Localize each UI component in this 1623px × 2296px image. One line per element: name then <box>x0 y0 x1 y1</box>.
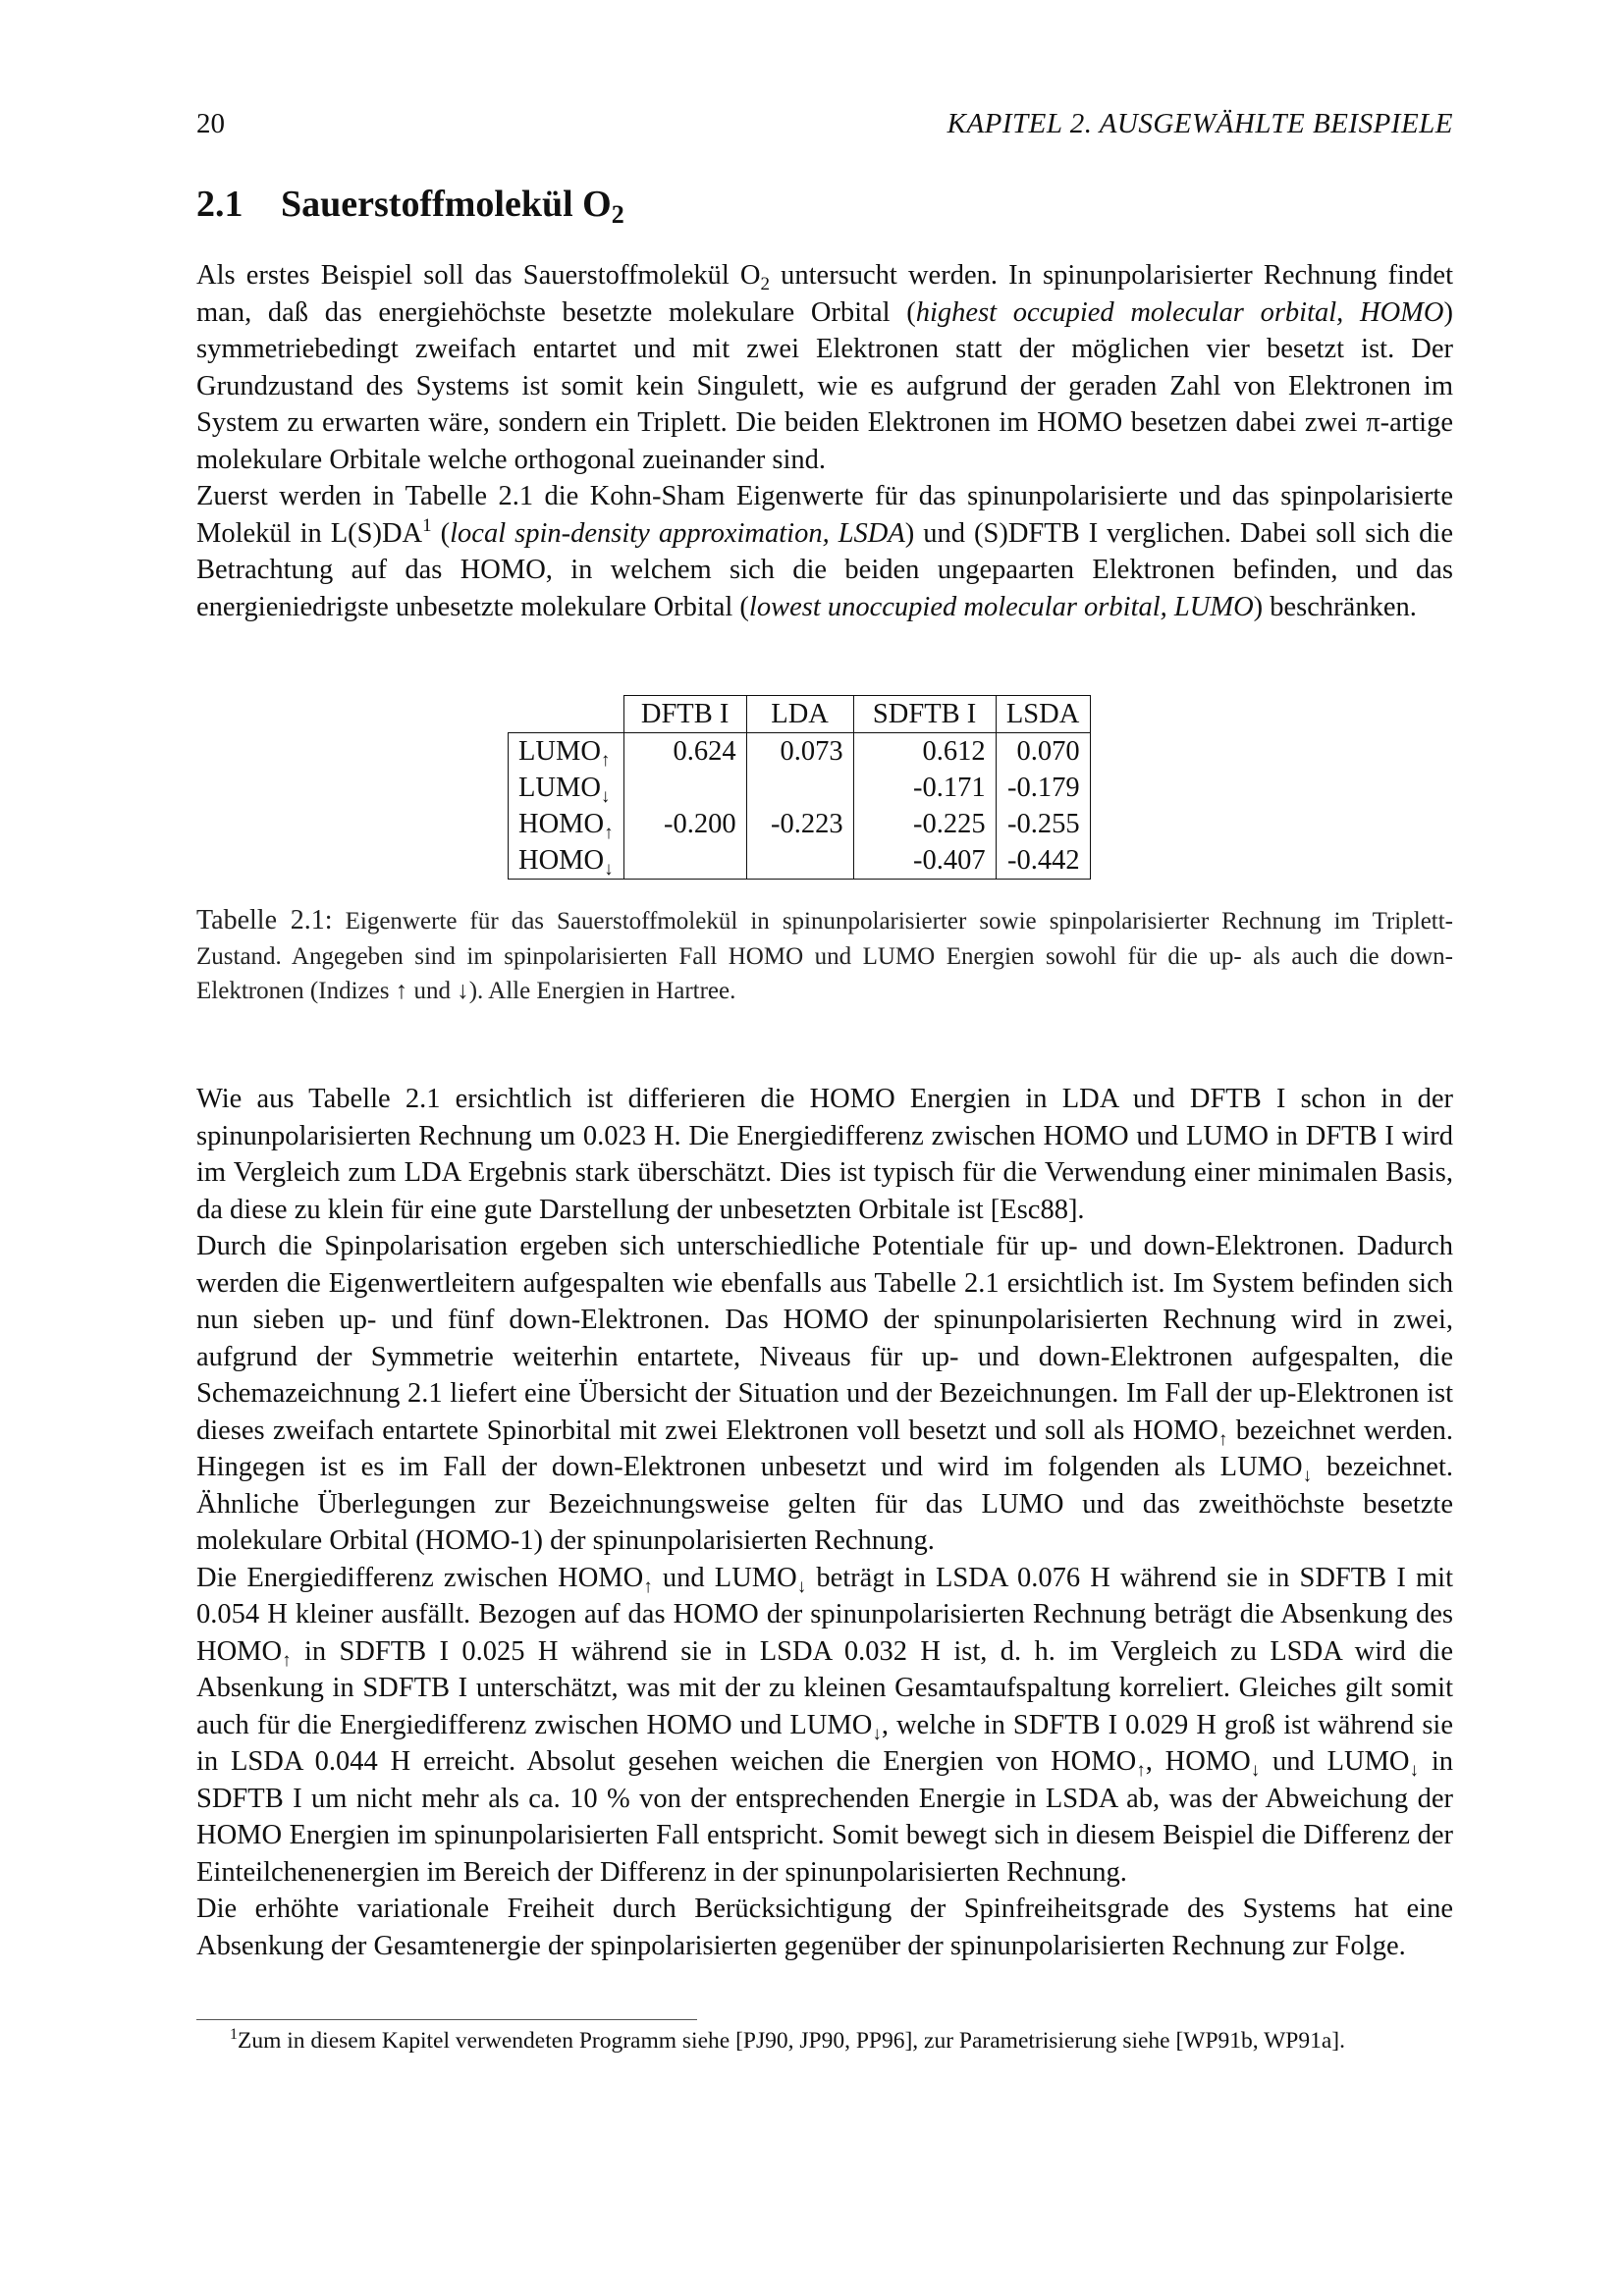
table-cell <box>623 842 746 880</box>
paragraph-2 <box>196 478 1453 625</box>
table-header-cell: SDFTB I <box>853 696 996 733</box>
table-row <box>509 770 1091 806</box>
spin-subscript: ↓ <box>872 1723 882 1744</box>
section-title: Sauerstoffmolekül O <box>281 184 612 225</box>
paragraph-5-text: in SDFTB I um nicht mehr als ca. 10 % von der entsprechenden Energie in LSDA ab, was der Abweichung der HOMO Energien im spinunpolarisierten Fall entspricht. Somit bewegt sich in diesem Beispiel die Differenz der Einteilchenenergien im Bereich der Differenz in der spinunpolarisierten Rechnung. <box>196 1746 1453 1888</box>
discussion-text-block <box>196 1081 1453 1964</box>
row-label: $HOMO_↓$ <box>509 842 624 880</box>
table-cell: 0.073 <box>746 733 853 771</box>
table-cell: -0.255 <box>996 806 1090 842</box>
paragraph-5-text: , HOMO <box>1145 1746 1251 1777</box>
table-cell: -0.200 <box>623 806 746 842</box>
row-label: $LUMO_↓$ <box>509 770 624 806</box>
spin-subscript: ↓ <box>1409 1760 1420 1781</box>
table-row <box>509 806 1091 842</box>
table-header-cell: LDA <box>746 696 853 733</box>
footnote-reference[interactable]: 1 <box>422 514 432 536</box>
table-header-cell: DFTB I <box>623 696 746 733</box>
paragraph-5-text: , welche in SDFTB I 0.029 H groß ist während sie in LSDA 0.044 H erreicht. Absolut gesehen weichen die Energien von HOMO <box>196 1709 1453 1777</box>
caption-text: Eigenwerte für das Sauerstoffmolekül in spinunpolarisierter sowie spinpolarisierter Rechnung im Triplett-Zustand. Angegeben sind im spinpolarisierten Fall HOMO und LUMO Energien sowohl für die up- als auch die down-Elektronen (Indizes ↑ und ↓). Alle Energien in Hartree. <box>196 908 1454 1004</box>
footnote <box>230 2026 1345 2056</box>
o2-subscript: 2 <box>760 274 770 294</box>
paragraph-5-text: und LUMO <box>652 1562 797 1593</box>
spin-subscript: ↑ <box>1217 1428 1228 1450</box>
table-cell: -0.407 <box>853 842 996 880</box>
page-number: 20 <box>196 108 225 139</box>
paragraph-5-text: und LUMO <box>1260 1746 1410 1777</box>
lsda-definition: local spin-density approximation, LSDA <box>450 517 905 549</box>
table-cell <box>623 770 746 806</box>
paragraph-5-text: in SDFTB I 0.025 H während sie in LSDA 0.032 H ist, d. h. im Vergleich zu LSDA wird die Absenkung in SDFTB I unterschätzt, was mit der zu kleinen Gesamtaufspaltung korreliert. Gleiches gilt somit auch für die Energiedifferenz zwischen HOMO und LUMO <box>196 1635 1453 1740</box>
paragraph-2-text: ( <box>431 517 451 549</box>
section-number: 2.1 <box>196 184 243 225</box>
table-cell: -0.171 <box>853 770 996 806</box>
lumo-definition: lowest unoccupied molecular orbital, LUMO <box>748 591 1254 622</box>
paragraph-3: Wie aus Tabelle 2.1 ersichtlich ist differieren die HOMO Energien in LDA und DFTB I schon in der spinunpolarisierten Rechnung um 0.023 H. Die Energiedifferenz zwischen HOMO und LUMO in DFTB I wird im Vergleich zum LDA Ergebnis stark überschätzt. Dies ist typisch für die Verwendung einer minimalen Basis, da diese zu klein für eine gute Darstellung der unbesetzten Orbitale ist [Esc88]. <box>196 1084 1453 1225</box>
table-cell <box>746 770 853 806</box>
table-row <box>509 733 1091 771</box>
spin-subscript: ↓ <box>1302 1466 1313 1486</box>
table-cell: 0.070 <box>996 733 1090 771</box>
paragraph-6: Die erhöhte variationale Freiheit durch Berücksichtigung der Spinfreiheitsgrade des Systems hat eine Absenkung der Gesamtenergie der spinpolarisierten gegenüber der spinunpolarisierten Rechnung zur Folge. <box>196 1894 1453 1961</box>
spin-subscript: ↑ <box>643 1575 653 1597</box>
table-cell: 0.612 <box>853 733 996 771</box>
table-cell: -0.179 <box>996 770 1090 806</box>
running-head <box>196 108 1453 147</box>
table-cell: -0.442 <box>996 842 1090 880</box>
homo-definition: highest occupied molecular orbital, HOMO <box>915 296 1444 328</box>
paragraph-1 <box>196 257 1453 478</box>
paragraph-5 <box>196 1560 1453 1892</box>
table-header-row <box>509 696 1091 733</box>
paragraph-2-text: Zuerst werden in Tabelle 2.1 die Kohn-Sham Eigenwerte für das spinunpolarisierte und das spinpolarisierte Molekül in L(S)DA <box>196 481 1453 549</box>
spin-subscript: ↑ <box>282 1649 292 1671</box>
paragraph-4-text: bezeichnet werden. Hingegen ist es im Fall der down-Elektronen unbesetzt und wird im folgenden als LUMO <box>196 1415 1453 1482</box>
eigenvalue-table <box>508 695 1091 880</box>
paragraph-5-text: beträgt in LSDA 0.076 H während sie in SDFTB I mit 0.054 H kleiner ausfällt. Bezogen auf das HOMO der spinunpolarisierten Rechnung beträgt die Absenkung des HOMO <box>196 1562 1454 1667</box>
table-header-cell: LSDA <box>996 696 1090 733</box>
spin-subscript: ↑ <box>1136 1760 1146 1781</box>
paragraph-1-text: Als erstes Beispiel soll das Sauerstoffmolekül O <box>196 260 761 291</box>
footnote-mark: 1 <box>230 2026 238 2043</box>
section-heading <box>196 183 624 229</box>
section-title-subscript: 2 <box>611 200 624 229</box>
table-corner-cell <box>509 696 624 733</box>
paragraph-2-text: ) und (S)DFTB I verglichen. Dabei soll sich die Betrachtung auf das HOMO, in welchem sich die beiden ungepaarten Elektronen befinden, und das energieniedrigste unbesetzte molekulare Orbital ( <box>196 517 1453 622</box>
chapter-title: KAPITEL 2. AUSGEWÄHLTE BEISPIELE <box>947 108 1453 139</box>
table-cell <box>746 842 853 880</box>
paragraph-5-text: Die Energiedifferenz zwischen HOMO <box>196 1562 644 1593</box>
spin-subscript: ↓ <box>796 1575 807 1597</box>
caption-label: Tabelle 2.1: <box>196 905 333 935</box>
paragraph-2-text: ) beschränken. <box>1253 591 1417 622</box>
paragraph-4-text: Durch die Spinpolarisation ergeben sich unterschiedliche Potentiale für up- und down-Elektronen. Dadurch werden die Eigenwertleitern aufgespalten wie ebenfalls aus Tabelle 2.1 ersichtlich ist. Im System befinden sich nun sieben up- und fünf down-Elektronen. Das HOMO der spinunpolarisierten Rechnung wird in zwei, aufgrund der Symmetrie weiterhin entartete, Niveaus für up- und down-Elektronen aufgespalten, die Schemazeichnung 2.1 liefert eine Übersicht der Situation und der Bezeichnungen. Im Fall der up-Elektronen ist dieses zweifach entartete Spinorbital mit zwei Elektronen voll besetzt und soll als HOMO <box>196 1231 1453 1446</box>
table-cell: 0.624 <box>623 733 746 771</box>
table-cell: -0.223 <box>746 806 853 842</box>
table-cell: -0.225 <box>853 806 996 842</box>
paragraph-4 <box>196 1228 1453 1560</box>
paragraph-1-text: untersucht werden. In spinunpolarisierter Rechnung findet man, daß das energiehöchste besetzte molekulare Orbital ( <box>196 260 1453 328</box>
row-label: $LUMO_↑$ <box>509 733 624 771</box>
footnote-text: Zum in diesem Kapitel verwendeten Programm siehe [PJ90, JP90, PP96], zur Parametrisierung siehe [WP91b, WP91a]. <box>238 2028 1346 2054</box>
row-label: $HOMO_↑$ <box>509 806 624 842</box>
intro-text-block <box>196 257 1453 625</box>
table-row <box>509 842 1091 880</box>
table-caption <box>196 903 1453 1009</box>
spin-subscript: ↓ <box>1250 1760 1261 1781</box>
paragraph-4-text: bezeichnet. Ähnliche Überlegungen zur Bezeichnungsweise gelten für das LUMO und das zweithöchste besetzte molekulare Orbital (HOMO-1) der spinunpolarisierten Rechnung. <box>196 1452 1453 1556</box>
footnote-divider <box>196 2019 697 2020</box>
paragraph-1-text: ) symmetriebedingt zweifach entartet und mit zwei Elektronen statt der möglichen vier besetzt ist. Der Grundzustand des Systems ist somit kein Singulett, wie es aufgrund der geraden Zahl von Elektronen im System zu erwarten wäre, sondern ein Triplett. Die beiden Elektronen im HOMO besetzen dabei zwei π-artige molekulare Orbitale welche orthogonal zueinander sind. <box>196 296 1453 475</box>
